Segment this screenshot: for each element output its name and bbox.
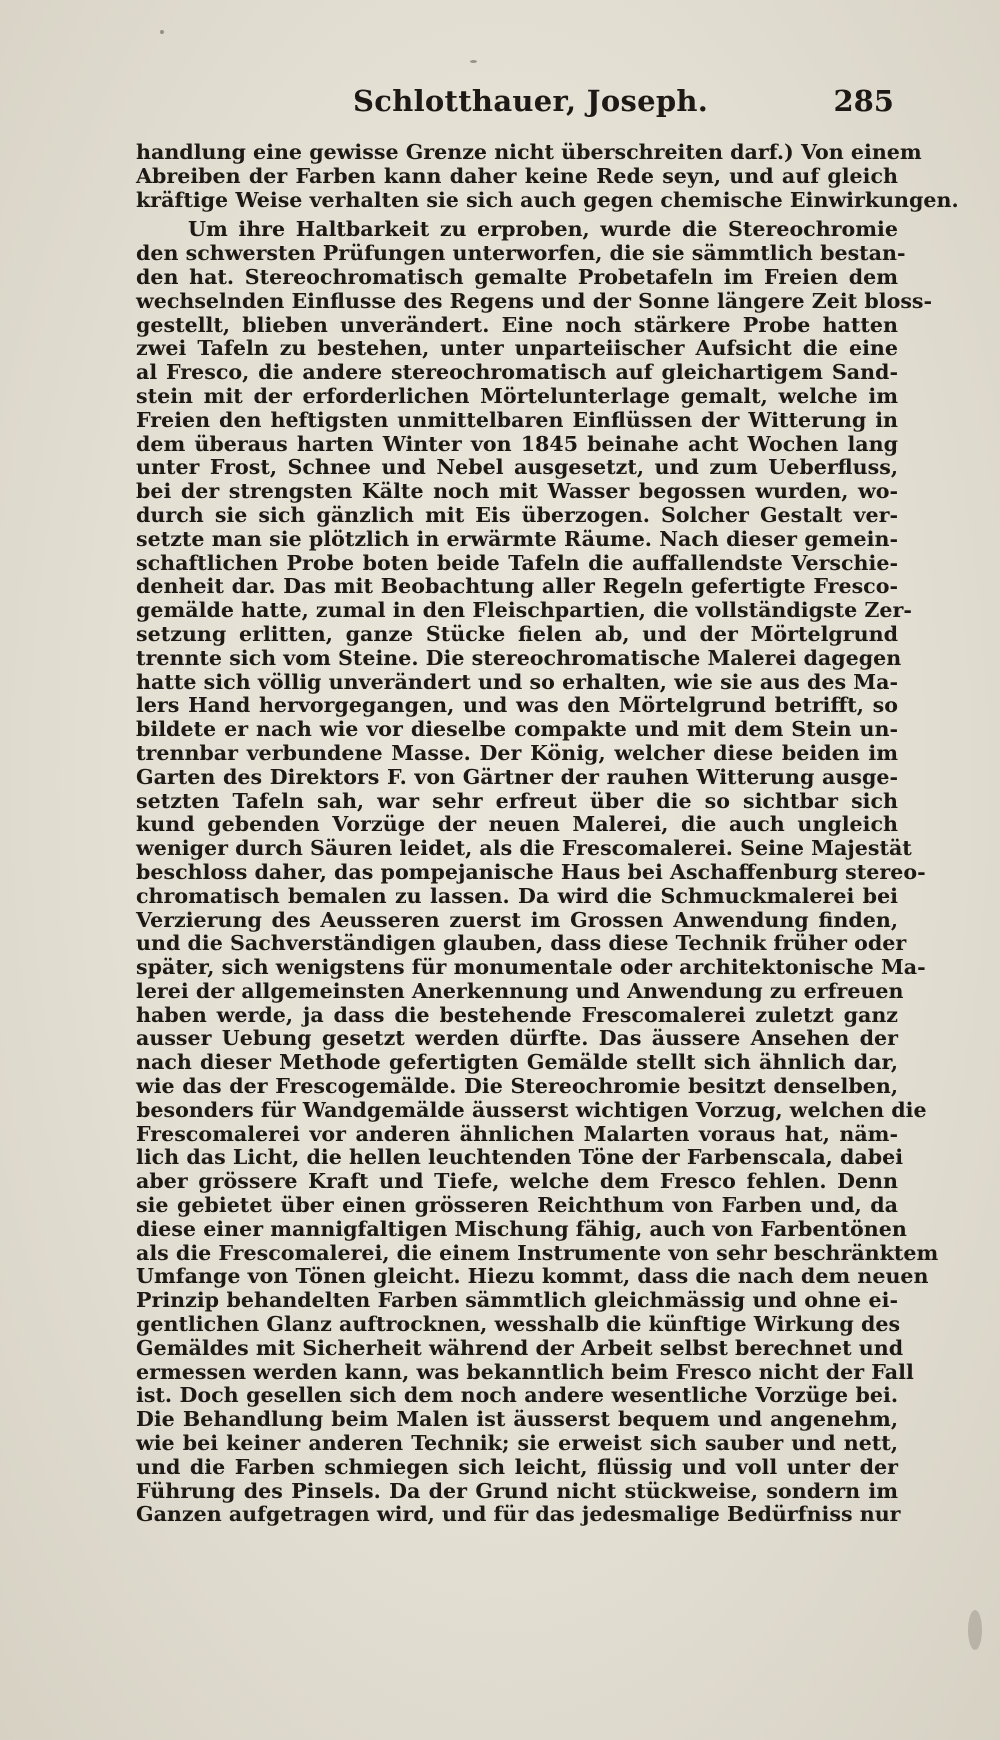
text-line: beschloss daher, das pompejanische Haus bei Aschaffenburg stereo- — [136, 859, 926, 884]
text-line: Garten des Direktors F. von Gärtner der rauhen Witterung ausge- — [136, 764, 898, 789]
text-line: bei der strengsten Kälte noch mit Wasser begossen wurden, wo- — [136, 479, 898, 504]
text-line: nach dieser Methode gefertigten Gemälde stellt sich ähnlich dar, — [136, 1050, 898, 1075]
print-speck — [470, 60, 477, 63]
text-line: unter Frost, Schnee und Nebel ausgesetzt, und zum Ueberfluss, — [136, 455, 898, 480]
paragraph — [136, 217, 939, 1527]
text-line: setzung erlitten, ganze Stücke fielen ab, und der Mörtelgrund — [136, 621, 898, 646]
text-line: und die Farben schmiegen sich leicht, flüssig und voll unter der — [136, 1454, 898, 1479]
text-line: Abreiben der Farben kann daher keine Rede seyn, und auf gleich — [136, 163, 898, 188]
text-line: Führung des Pinsels. Da der Grund nicht stückweise, sondern im — [136, 1478, 898, 1503]
text-line: Umfange von Tönen gleicht. Hiezu kommt, dass die nach dem neuen — [136, 1264, 929, 1289]
text-line: ausser Uebung gesetzt werden dürfte. Das äussere Ansehen der — [136, 1026, 898, 1051]
text-line: weniger durch Säuren leidet, als die Frescomalerei. Seine Majestät — [136, 836, 912, 861]
text-line: haben werde, ja dass die bestehende Frescomalerei zuletzt ganz — [136, 1002, 898, 1027]
text-line: bildete er nach wie vor dieselbe compakte und mit dem Stein un- — [136, 717, 898, 742]
text-line: hatte sich völlig unverändert und so erhalten, wie sie aus des Ma- — [136, 669, 898, 694]
text-line: gentlichen Glanz auftrocknen, wesshalb die künftige Wirkung des — [136, 1312, 901, 1337]
print-speck — [160, 30, 164, 34]
page-number: 285 — [833, 84, 894, 118]
text-line: wie das der Frescogemälde. Die Stereochromie besitzt denselben, — [136, 1074, 898, 1099]
text-line: Gemäldes mit Sicherheit während der Arbeit selbst berechnet und — [136, 1335, 904, 1360]
text-line: wie bei keiner anderen Technik; sie erweist sich sauber und nett, — [136, 1431, 898, 1456]
text-line: handlung eine gewisse Grenze nicht überschreiten darf.) Von einem — [136, 140, 922, 164]
text-line: dem überaus harten Winter von 1845 beinahe acht Wochen lang — [136, 431, 898, 456]
text-line: schaftlichen Probe boten beide Tafeln die auffallendste Verschie- — [136, 550, 898, 575]
text-line: al Fresco, die andere stereochromatisch auf gleichartigem Sand- — [136, 360, 898, 385]
text-line: Freien den heftigsten unmittelbaren Einflüssen der Witterung in — [136, 407, 898, 432]
text-line: Um ihre Haltbarkeit zu erproben, wurde die Stereochromie — [188, 217, 898, 242]
text-line: gestellt, blieben unverändert. Eine noch stärkere Probe hatten — [136, 312, 898, 337]
text-line: Verzierung des Aeusseren zuerst im Grossen Anwendung finden, — [136, 907, 898, 932]
text-line: diese einer mannigfaltigen Mischung fähig, auch von Farbentönen — [136, 1216, 907, 1241]
text-line: setzten Tafeln sah, war sehr erfreut über die so sichtbar sich — [136, 788, 898, 813]
body-text — [136, 140, 959, 1527]
text-line: Die Behandlung beim Malen ist äusserst bequem und angenehm, — [136, 1407, 898, 1432]
text-line: trennte sich vom Steine. Die stereochromatische Malerei dagegen — [136, 645, 902, 670]
print-speck — [968, 1610, 982, 1650]
text-line: lich das Licht, die hellen leuchtenden Töne der Farbenscala, dabei — [136, 1145, 904, 1170]
text-line: kund gebenden Vorzüge der neuen Malerei, die auch ungleich — [136, 812, 898, 837]
text-line: kräftige Weise verhalten sie sich auch gegen chemische Einwirkungen. — [136, 187, 959, 212]
text-line: ist. Doch gesellen sich dem noch andere wesentliche Vorzüge bei. — [136, 1383, 898, 1408]
text-line: Ganzen aufgetragen wird, und für das jedesmalige Bedürfniss nur — [136, 1502, 901, 1527]
text-line: stein mit der erforderlichen Mörtelunterlage gemalt, welche im — [136, 383, 898, 408]
text-line: durch sie sich gänzlich mit Eis überzogen. Solcher Gestalt ver- — [136, 502, 898, 527]
text-line: ermessen werden kann, was bekanntlich beim Fresco nicht der Fall — [136, 1359, 914, 1384]
text-line: chromatisch bemalen zu lassen. Da wird die Schmuckmalerei bei — [136, 883, 898, 908]
text-line: sie gebietet über einen grösseren Reichthum von Farben und, da — [136, 1193, 898, 1218]
text-line: den hat. Stereochromatisch gemalte Probetafeln im Freien dem — [136, 264, 898, 289]
running-title: Schlotthauer, Joseph. — [353, 84, 709, 118]
paragraph — [136, 140, 959, 212]
text-line: Prinzip behandelten Farben sämmtlich gleichmässig und ohne ei- — [136, 1288, 898, 1313]
text-line: und die Sachverständigen glauben, dass diese Technik früher oder — [136, 931, 907, 956]
text-line: als die Frescomalerei, die einem Instrumente von sehr beschränktem — [136, 1240, 939, 1265]
text-line: zwei Tafeln zu bestehen, unter unparteiischer Aufsicht die eine — [136, 336, 898, 361]
text-line: denheit dar. Das mit Beobachtung aller Regeln gefertigte Fresco- — [136, 574, 898, 599]
text-line: den schwersten Prüfungen unterworfen, die sie sämmtlich bestan- — [136, 241, 906, 266]
text-line: lers Hand hervorgegangen, und was den Mörtelgrund betrifft, so — [136, 693, 898, 718]
text-line: gemälde hatte, zumal in den Fleischpartien, die vollständigste Zer- — [136, 598, 912, 623]
text-line: lerei der allgemeinsten Anerkennung und Anwendung zu erfreuen — [136, 978, 904, 1003]
text-line: besonders für Wandgemälde äusserst wichtigen Vorzug, welchen die — [136, 1097, 927, 1122]
text-line: Frescomalerei vor anderen ähnlichen Malarten voraus hat, näm- — [136, 1121, 898, 1146]
text-line: setzte man sie plötzlich in erwärmte Räume. Nach dieser gemein- — [136, 526, 898, 551]
text-line: trennbar verbundene Masse. Der König, welcher diese beiden im — [136, 740, 898, 765]
text-line: aber grössere Kraft und Tiefe, welche dem Fresco fehlen. Denn — [136, 1169, 898, 1194]
running-header — [138, 84, 894, 124]
text-line: wechselnden Einflusse des Regens und der Sonne längere Zeit bloss- — [136, 288, 933, 313]
text-line: später, sich wenigstens für monumentale oder architektonische Ma- — [136, 955, 926, 980]
